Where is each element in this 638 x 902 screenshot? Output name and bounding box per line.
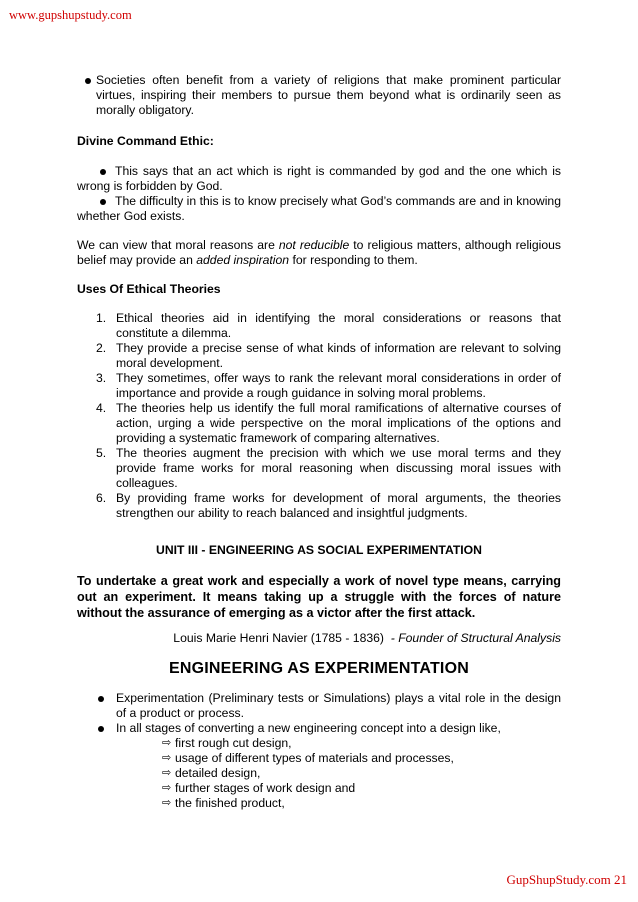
arrow-right-icon: ⇨ — [162, 797, 172, 809]
bullet-icon — [85, 78, 91, 84]
item-number: 2. — [96, 341, 107, 355]
list-item — [77, 371, 561, 401]
divine-bullet-text: The difficulty in this is to know precisely what God’s commands are and in knowing whether God exists. — [77, 194, 561, 223]
experiment-bullet-text: In all stages of converting a new engineering concept into a design like, — [116, 721, 501, 735]
item-text: Ethical theories aid in identifying the moral considerations or reasons that constitute a dilemma. — [116, 311, 561, 340]
item-number: 5. — [96, 446, 107, 460]
experiment-bullet-1 — [77, 691, 561, 721]
item-number: 1. — [96, 311, 107, 325]
uses-heading: Uses Of Ethical Theories — [77, 282, 221, 296]
quote-attribution — [77, 631, 561, 646]
uses-list — [77, 311, 561, 521]
item-number: 6. — [96, 491, 107, 505]
list-item — [77, 401, 561, 446]
item-text: The theories augment the precision with which we use moral terms and they provide frame works for moral reasoning when discussing moral issues with colleagues. — [116, 446, 561, 490]
arrow-right-icon: ⇨ — [162, 737, 172, 749]
list-item — [77, 491, 561, 521]
moral-reasons-paragraph — [77, 238, 561, 268]
list-item — [77, 341, 561, 371]
moral-text: We can view that moral reasons are — [77, 238, 279, 252]
stage-text: first rough cut design, — [175, 736, 292, 750]
bullet-icon — [100, 169, 106, 175]
arrow-right-icon: ⇨ — [162, 782, 172, 794]
arrow-right-icon: ⇨ — [162, 752, 172, 764]
item-text: The theories help us identify the full moral ramifications of alternative courses of action, urging a wide perspective on the moral implications of the options and providing a systematic framework of comparing alternatives. — [116, 401, 561, 445]
intro-bullet — [77, 73, 561, 118]
moral-text: for responding to them. — [289, 253, 418, 267]
stage-text: detailed design, — [175, 766, 261, 780]
moral-emphasis: added inspiration — [196, 253, 290, 267]
list-item — [77, 446, 561, 491]
page-content — [77, 73, 561, 811]
arrow-right-icon: ⇨ — [162, 767, 172, 779]
divine-bullet-2 — [77, 194, 561, 224]
site-header-link[interactable]: www.gupshupstudy.com — [9, 8, 132, 22]
stage-text: further stages of work design and — [175, 781, 356, 795]
stage-item — [77, 796, 561, 811]
quote-author: Louis Marie Henri Navier (1785 - 1836) — [173, 631, 384, 645]
moral-emphasis: not reducible — [278, 238, 350, 252]
experiment-bullet-text: Experimentation (Preliminary tests or Simulations) plays a vital role in the design of a product or process. — [116, 691, 561, 720]
item-number: 4. — [96, 401, 107, 415]
moral-text: to religious matters, although religious belief may provide an — [77, 238, 561, 267]
stage-item — [77, 766, 561, 781]
unit-heading: UNIT III - ENGINEERING AS SOCIAL EXPERIMENTATION — [156, 543, 482, 557]
bullet-icon — [98, 696, 104, 702]
list-item — [77, 311, 561, 341]
intro-bullet-text: Societies often benefit from a variety of religions that make prominent particular virtues, inspiring their members to pursue them beyond what is ordinarily seen as morally obligatory. — [96, 73, 561, 117]
section-title: ENGINEERING AS EXPERIMENTATION — [169, 660, 469, 677]
bullet-icon — [98, 726, 104, 732]
stage-item — [77, 751, 561, 766]
item-number: 3. — [96, 371, 107, 385]
bullet-icon — [100, 199, 106, 205]
experiment-bullet-2 — [77, 721, 561, 736]
stage-item — [77, 781, 561, 796]
stage-item — [77, 736, 561, 751]
item-text: They sometimes, offer ways to rank the relevant moral considerations in order of importance and provide a rough guidance in solving moral problems. — [116, 371, 561, 400]
divine-bullet-text: This says that an act which is right is commanded by god and the one which is wrong is forbidden by God. — [77, 164, 561, 193]
stage-text: the finished product, — [175, 796, 285, 810]
divine-heading: Divine Command Ethic: — [77, 134, 214, 148]
stage-text: usage of different types of materials and processes, — [175, 751, 454, 765]
navier-quote: To undertake a great work and especially a work of novel type means, carrying out an experiment. It means taking up a struggle with the forces of nature without the assurance of emerging as a victor after the first attack. — [77, 574, 561, 620]
divine-bullet-1 — [77, 164, 561, 194]
item-text: They provide a precise sense of what kinds of information are relevant to solving moral development. — [116, 341, 561, 370]
page-footer: GupShupStudy.com 21 — [506, 872, 627, 887]
item-text: By providing frame works for development of moral arguments, the theories strengthen our ability to reach balanced and insightful judgments. — [116, 491, 561, 520]
quote-author-role: - Founder of Structural Analysis — [390, 631, 561, 645]
